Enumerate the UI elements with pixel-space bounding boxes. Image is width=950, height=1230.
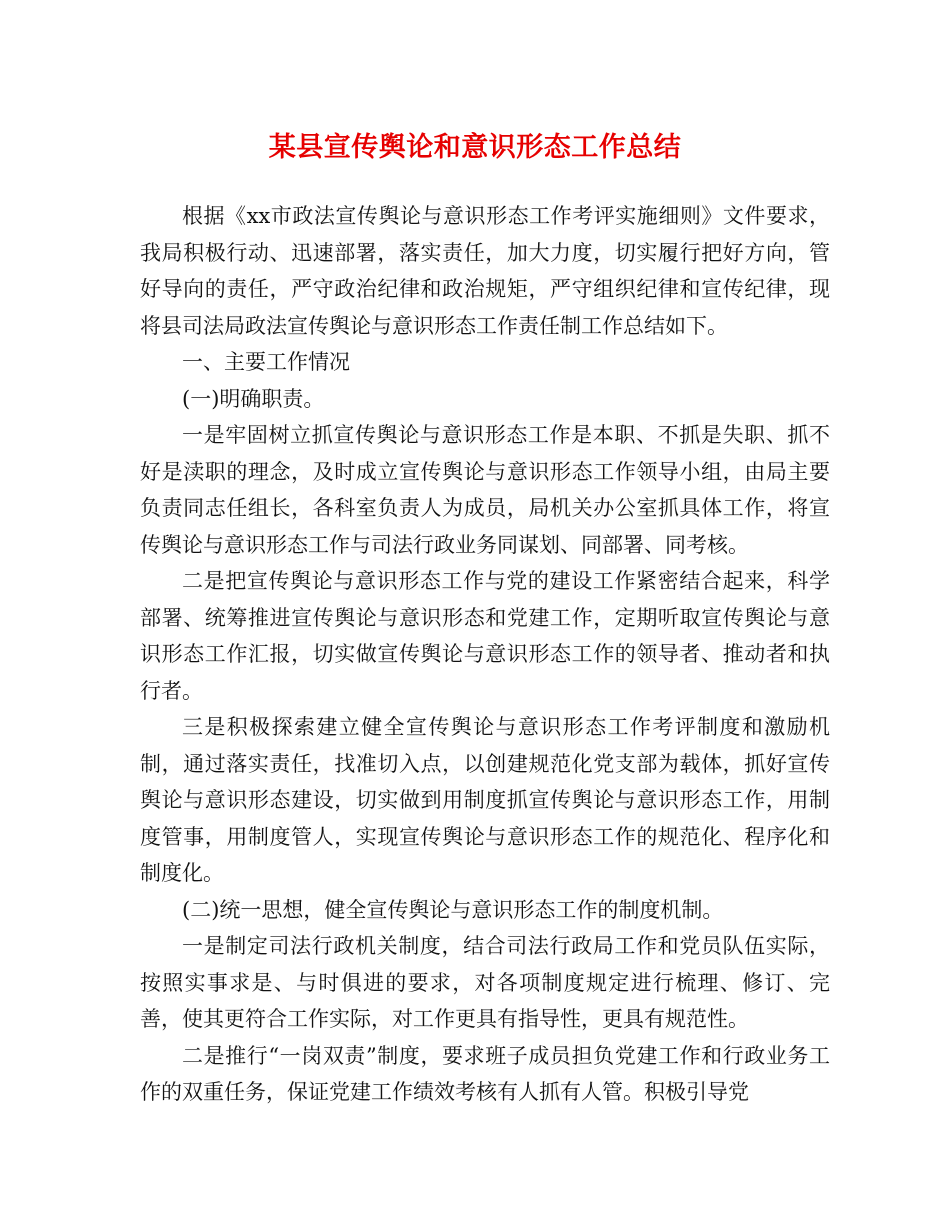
document-body [140,198,830,1111]
subsection-heading-2: (二)统一思想，健全宣传舆论与意识形态工作的制度机制。 [182,897,724,922]
paragraph-item-5: 二是推行“一岗双责”制度，要求班子成员担负党建工作和行政业务工作的双重任务，保证党建工作绩效考核有人抓有人管。积极引导党 [140,1043,830,1104]
subsection-heading-1: (一)明确职责。 [182,386,325,411]
paragraph-item-2: 二是把宣传舆论与意识形态工作与党的建设工作紧密结合起来，科学部署、统筹推进宣传舆论与意识形态和党建工作，定期听取宣传舆论与意识形态工作汇报，切实做宣传舆论与意识形态工作的领导者、推动者和执行者。 [140,569,830,703]
section-heading-main-work: 一、主要工作情况 [182,350,350,374]
paragraph-item-1: 一是牢固树立抓宣传舆论与意识形态工作是本职、不抓是失职、抓不好是渎职的理念，及时成立宣传舆论与意识形态工作领导小组，由局主要负责同志任组长，各科室负责人为成员，局机关办公室抓具体工作，将宣传舆论与意识形态工作与司法行政业务同谋划、同部署、同考核。 [140,423,830,557]
paragraph-item-3: 三是积极探索建立健全宣传舆论与意识形态工作考评制度和激励机制，通过落实责任，找准切入点，以创建规范化党支部为载体，抓好宣传舆论与意识形态建设，切实做到用制度抓宣传舆论与意识形态工作，用制度管事，用制度管人，实现宣传舆论与意识形态工作的规范化、程序化和制度化。 [140,715,830,885]
paragraph-intro: 根据《xx市政法宣传舆论与意识形态工作考评实施细则》文件要求，我局积极行动、迅速部署，落实责任，加大力度，切实履行把好方向，管好导向的责任，严守政治纪律和政治规矩，严守组织纪律和宣传纪律，现将县司法局政法宣传舆论与意识形态工作责任制工作总结如下。 [140,204,830,338]
paragraph-item-4: 一是制定司法行政机关制度，结合司法行政局工作和党员队伍实际，按照实事求是、与时俱进的要求，对各项制度规定进行梳理、修订、完善，使其更符合工作实际，对工作更具有指导性，更具有规范性。 [140,934,830,1031]
document-title: 某县宣传舆论和意识形态工作总结 [268,132,682,163]
